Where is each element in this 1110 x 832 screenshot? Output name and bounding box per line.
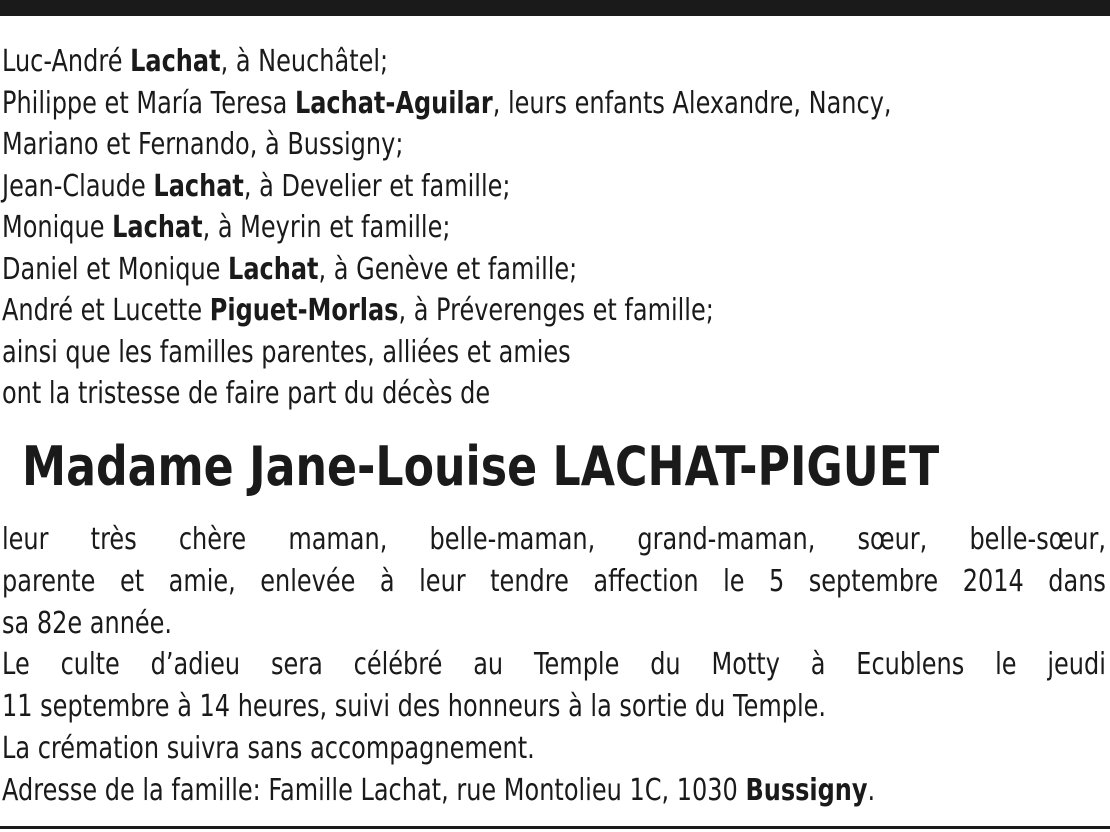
tribute-line-2 [2,561,1106,603]
address-line: Adresse de la famille: Famille Lachat, rue Montolieu 1C, 1030 Bussigny. [2,772,876,808]
word: enlevée [260,563,356,599]
word: Le [2,647,30,683]
word: à [379,563,395,599]
obituary-details [2,519,1106,812]
word: parente [2,563,96,599]
word: sœur, [857,522,928,557]
word: au [473,647,504,683]
word: grand-maman, [637,522,816,557]
word: dans [1048,563,1106,599]
word: leur [2,522,49,557]
tribute-line-1 [2,519,1106,561]
word: d’adieu [150,647,241,683]
word: à [810,647,826,683]
family-line: ont la tristesse de faire part du décès de [2,376,491,411]
word: septembre [808,563,939,599]
family-line: Monique Lachat, à Meyrin et famille; [2,210,451,245]
word: affection [593,563,699,599]
bottom-border-rule [0,826,1110,829]
word: amie, [168,563,236,599]
word: et [119,563,145,599]
word: Ecublens [856,647,965,683]
deceased-name: Madame Jane-Louise LACHAT-PIGUET [22,435,940,498]
deceased-name-headline [22,432,1092,502]
cremation-line: La crémation suivra sans accompagnement. [2,730,535,766]
word: sera [270,647,323,683]
family-line: Daniel et Monique Lachat, à Genève et famille; [2,251,578,287]
ceremony-line-1 [2,644,1106,686]
top-border-rule [0,0,1110,16]
word: célébré [353,647,443,683]
word: chère [178,522,247,557]
family-announcement [2,41,892,415]
family-line: Jean-Claude Lachat, à Develier et famille; [2,168,511,204]
word: belle-maman, [429,522,596,557]
word: Temple [533,647,620,683]
family-line: Mariano et Fernando, à Bussigny; [2,127,404,162]
ceremony-line-2: 11 septembre à 14 heures, suivi des honneurs à la sortie du Temple. [2,689,827,725]
family-line: André et Lucette Piguet-Morlas, à Préverenges et famille; [2,293,714,328]
word: belle-sœur, [969,522,1106,557]
word: tendre [490,563,569,599]
word: Motty [711,647,780,683]
word: leur [419,563,466,599]
word: maman, [288,522,388,557]
word: le [995,647,1017,683]
word: 2014 [962,563,1024,599]
family-line: Philippe et María Teresa Lachat-Aguilar, leurs enfants Alexandre, Nancy, [2,85,892,121]
word: du [650,647,681,683]
word: le [723,563,745,599]
family-line: Luc-André Lachat, à Neuchâtel; [2,44,389,79]
word: 5 [769,563,785,599]
word: très [90,522,137,557]
tribute-line-3: sa 82e année. [2,605,173,641]
word: jeudi [1047,647,1106,683]
family-line: ainsi que les familles parentes, alliées et amies [2,334,571,370]
word: culte [60,647,120,683]
